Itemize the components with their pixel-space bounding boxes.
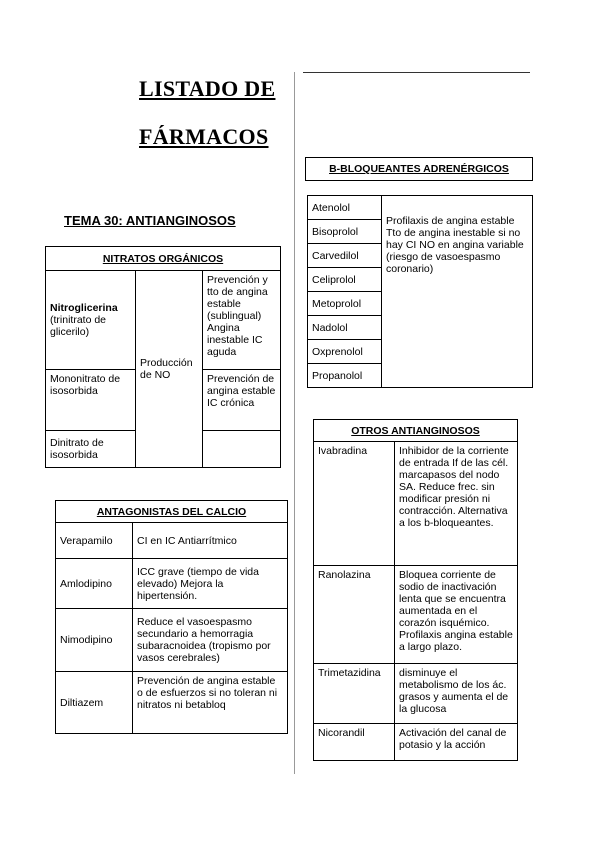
calcio-drug-2: Amlodipino [56,559,133,609]
otros-drug-2: Ranolazina [314,566,395,664]
bbloq-drug-4: Celiprolol [308,268,382,292]
nitratos-drug-2: Mononitrato de isosorbida [46,370,136,431]
bbloq-header: B-BLOQUEANTES ADRENÉRGICOS [305,157,533,181]
calcio-desc-1: CI en IC Antiarrítmico [133,523,288,559]
section-heading-tema: TEMA 30: ANTIANGINOSOS [64,213,236,228]
bbloq-drug-2: Bisoprolol [308,220,382,244]
bbloq-drug-5: Metoprolol [308,292,382,316]
bbloq-desc [382,196,533,388]
bbloq-drug-1: Atenolol [308,196,382,220]
calcio-drug-3: Nimodipino [56,609,133,672]
nitratos-use-3 [203,431,281,468]
otros-desc-3: disminuye el metabolismo de los ác. grasos y aumenta el de la glucosa [395,664,518,724]
bbloq-drug-7: Oxprenolol [308,340,382,364]
calcio-drug-1: Verapamilo [56,523,133,559]
nitratos-mechanism: Producción de NO [136,271,203,468]
calcio-table [55,500,288,734]
page-title-line1: LISTADO DE [139,76,276,101]
otros-drug-4: Nicorandil [314,724,395,761]
calcio-desc-3: Reduce el vasoespasmo secundario a hemorragia subaracnoidea (tropismo por vasos cerebrales) [133,609,288,672]
calcio-drug-4: Diltiazem [56,672,133,734]
calcio-desc-2: ICC grave (tiempo de vida elevado) Mejora la hipertensión. [133,559,288,609]
otros-header: OTROS ANTIANGINOSOS [314,420,518,442]
otros-drug-3: Trimetazidina [314,664,395,724]
nitratos-header: NITRATOS ORGÁNICOS [46,247,281,271]
bbloq-table [307,195,533,388]
top-rule [303,72,530,73]
bbloq-drug-8: Propanolol [308,364,382,388]
otros-drug-1: Ivabradina [314,442,395,566]
nitroglicerina-name: Nitroglicerina [50,302,118,314]
nitratos-drug-1 [46,271,136,370]
otros-table [313,419,518,761]
bbloq-drug-6: Nadolol [308,316,382,340]
nitratos-table [45,246,281,468]
page-title-line2: FÁRMACOS [139,124,269,149]
bbloq-desc-text: Profilaxis de angina estable Tto de angina inestable si no hay CI NO en angina variable (riesgo de vasoespasmo coronario) [386,215,524,275]
otros-desc-2: Bloquea corriente de sodio de inactivación lenta que se encuentra aumentada en el corazón isquémico. Profilaxis angina estable a largo plazo. [395,566,518,664]
bbloq-drug-3: Carvedilol [308,244,382,268]
otros-desc-4: Activación del canal de potasio y la acción [395,724,518,761]
column-divider [294,72,295,774]
calcio-desc-4: Prevención de angina estable o de esfuerzos si no toleran ni nitratos ni betabloq [133,672,288,734]
otros-desc-1: Inhibidor de la corriente de entrada If de las cél. marcapasos del nodo SA. Reduce frec. sin modificar presión ni contracción. Alternativa a los b-bloqueantes. [395,442,518,566]
nitratos-use-1: Prevención y tto de angina estable (sublingual) Angina inestable IC aguda [203,271,281,370]
calcio-header: ANTAGONISTAS DEL CALCIO [56,501,288,523]
nitratos-drug-3: Dinitrato de isosorbida [46,431,136,468]
nitratos-use-2: Prevención de angina estable IC crónica [203,370,281,431]
nitroglicerina-sub: (trinitrato de glicerilo) [50,314,107,338]
